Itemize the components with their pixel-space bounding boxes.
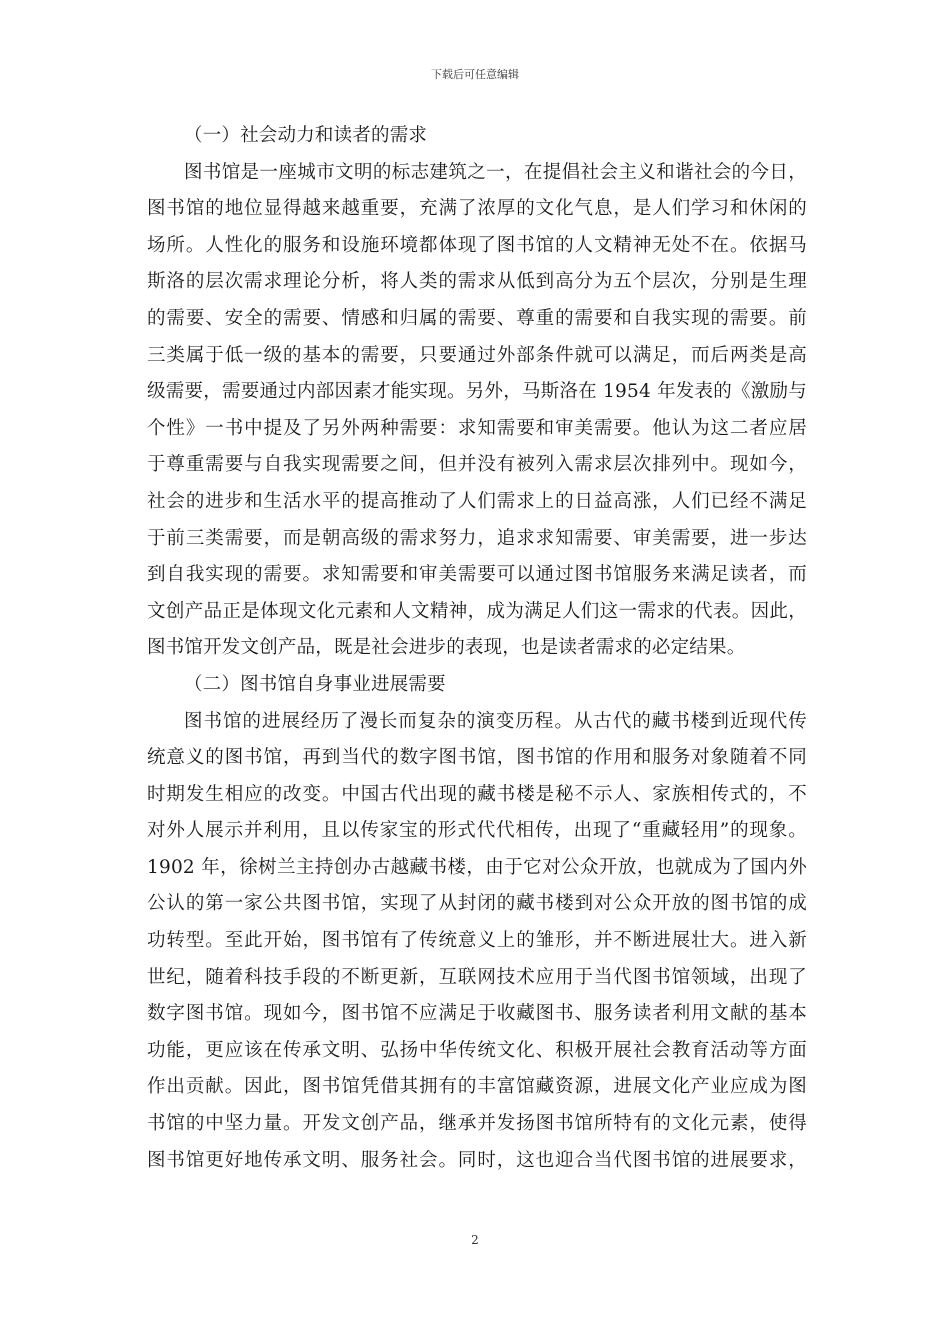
paragraph-line: 的需要、安全的需要、情感和归属的需要、尊重的需要和自我实现的需要。前	[147, 307, 807, 329]
paragraph-line: 斯洛的层次需求理论分析，将人类的需求从低到高分为五个层次，分别是生理	[147, 271, 807, 293]
section-heading: （二）图书馆自身事业进展需要	[184, 673, 446, 695]
page-number: 2	[471, 1233, 479, 1247]
paragraph-line: 公认的第一家公共图书馆，实现了从封闭的藏书楼到对公众开放的图书馆的成	[147, 893, 807, 915]
paragraph-line: 统意义的图书馆，再到当代的数字图书馆，图书馆的作用和服务对象随着不同	[147, 747, 807, 769]
paragraph-line: 于尊重需要与自我实现需要之间，但并没有被列入需求层次排列中。现如今，	[147, 454, 807, 476]
paragraph-line: 时期发生相应的改变。中国古代出现的藏书楼是秘不示人、家族相传式的，不	[147, 783, 807, 805]
paragraph-line: 作出贡献。因此，图书馆凭借其拥有的丰富馆藏资源，进展文化产业应成为图	[147, 1076, 807, 1098]
paragraph-line: 世纪，随着科技手段的不断更新，互联网技术应用于当代图书馆领域，出现了	[147, 966, 807, 988]
paragraph-line: 图书馆更好地传承文明、服务社会。同时，这也迎合当代图书馆的进展要求，	[147, 1149, 807, 1171]
paragraph-line: 社会的进步和生活水平的提高推动了人们需求上的日益高涨，人们已经不满足	[147, 490, 807, 512]
paragraph-line: 图书馆的地位显得越来越重要，充满了浓厚的文化气息，是人们学习和休闲的	[147, 198, 807, 220]
paragraph-line: 功转型。至此开始，图书馆有了传统意义上的雏形，并不断进展壮大。进入新	[147, 930, 807, 952]
paragraph-line: 三类属于低一级的基本的需要，只要通过外部条件就可以满足，而后两类是高	[147, 344, 807, 366]
paragraph-line: 个性》一书中提及了另外两种需要：求知需要和审美需要。他认为这二者应居	[147, 417, 807, 439]
paragraph-line: 级需要，需要通过内部因素才能实现。另外，马斯洛在 1954 年发表的《激励与	[147, 381, 807, 403]
document-body	[147, 118, 807, 1179]
section-heading: （一）社会动力和读者的需求	[184, 125, 428, 146]
paragraph-line: 图书馆开发文创产品，既是社会进步的表现，也是读者需求的必定结果。	[147, 637, 746, 659]
paragraph-line: 场所。人性化的服务和设施环境都体现了图书馆的人文精神无处不在。依据马	[147, 234, 807, 256]
paragraph-line: 文创产品正是体现文化元素和人文精神，成为满足人们这一需求的代表。因此，	[147, 600, 807, 622]
paragraph-line: 图书馆的进展经历了漫长而复杂的演变历程。从古代的藏书楼到近现代传	[184, 710, 807, 732]
paragraph-line: 到自我实现的需要。求知需要和审美需要可以通过图书馆服务来满足读者，而	[147, 564, 807, 586]
paragraph-line: 对外人展示并利用，且以传家宝的形式代代相传，出现了“重藏轻用”的现象。	[147, 820, 807, 842]
paragraph-line: 功能，更应该在传承文明、弘扬中华传统文化、积极开展社会教育活动等方面	[147, 1039, 807, 1061]
paragraph-line: 图书馆是一座城市文明的标志建筑之一，在提倡社会主义和谐社会的今日，	[184, 161, 807, 183]
paragraph-line: 数字图书馆。现如今，图书馆不应满足于收藏图书、服务读者利用文献的基本	[147, 1003, 807, 1025]
paragraph-line: 书馆的中坚力量。开发文创产品，继承并发扬图书馆所特有的文化元素，使得	[147, 1113, 807, 1135]
paragraph-line: 于前三类需要，而是朝高级的需求努力，追求求知需要、审美需要，进一步达	[147, 527, 807, 549]
page-header: 下载后可任意编辑	[431, 68, 519, 81]
paragraph-line: 1902 年，徐树兰主持创办古越藏书楼，由于它对公众开放，也就成为了国内外	[147, 856, 807, 878]
